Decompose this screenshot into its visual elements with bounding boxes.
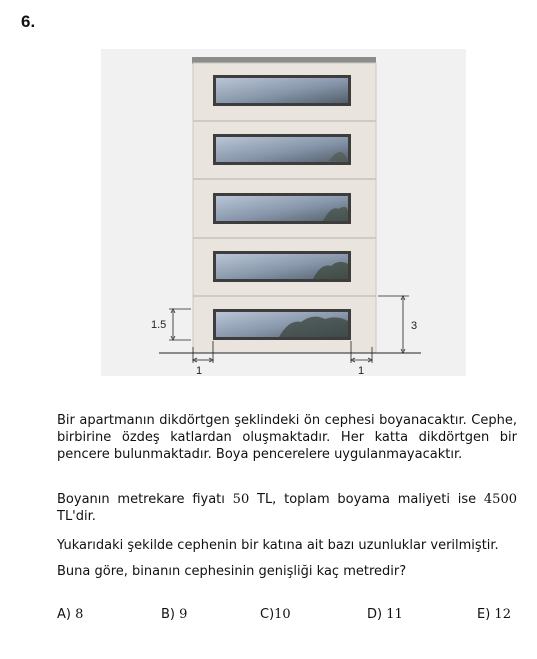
facade-drawing (101, 49, 466, 376)
cost-text-part: TL, toplam boyama maliyeti ise (249, 492, 484, 507)
choice-c[interactable] (260, 607, 291, 622)
cost-text-part: TL'dir. (57, 509, 96, 524)
total-cost: 4500 (483, 492, 517, 507)
window (213, 251, 351, 282)
choice-letter: D) (367, 607, 387, 622)
question-paragraph-cost (57, 491, 517, 525)
cost-text-part: Boyanın metrekare fiyatı (57, 492, 233, 507)
choice-letter: C) (260, 607, 275, 622)
choice-letter: E) (477, 607, 495, 622)
choice-d[interactable] (367, 607, 403, 622)
window (213, 193, 351, 224)
dimension-floor-height (378, 296, 409, 353)
question-number: 6. (21, 12, 36, 31)
choice-value: 9 (179, 607, 188, 622)
window (213, 134, 351, 165)
choice-letter: B) (161, 607, 180, 622)
question-paragraph-figure-note: Yukarıdaki şekilde cephenin bir katına ait bazı uzunluklar verilmiştir. (57, 538, 499, 553)
building-facade-figure (101, 49, 466, 376)
choice-letter: A) (57, 607, 76, 622)
label-right-margin: 1 (358, 365, 365, 376)
question-paragraph-facade: Bir apartmanın dikdörtgen şeklindeki ön cephesi boyanacaktır. Cephe, birbirine özdeş katlardan oluşmaktadır. Her katta dikdörtgen bir pencere bulunmaktadır. Boya pencerelere uygulanmayacaktır. (57, 413, 517, 462)
dimension-window-bottom-height (169, 309, 191, 340)
choice-a[interactable] (57, 607, 83, 622)
label-left-margin: 1 (196, 365, 203, 376)
choice-value: 11 (386, 607, 403, 622)
window (213, 75, 351, 106)
label-floor-height: 3 (411, 320, 418, 332)
window (213, 309, 351, 340)
choice-value: 10 (274, 607, 291, 622)
choice-value: 12 (494, 607, 511, 622)
question-prompt: Buna göre, binanın cephesinin genişliği kaç metredir? (57, 564, 407, 579)
choice-b[interactable] (161, 607, 187, 622)
price-per-m2: 50 (232, 492, 250, 507)
label-window-bottom-height: 1.5 (151, 319, 167, 331)
choice-e[interactable] (477, 607, 511, 622)
choice-value: 8 (75, 607, 84, 622)
